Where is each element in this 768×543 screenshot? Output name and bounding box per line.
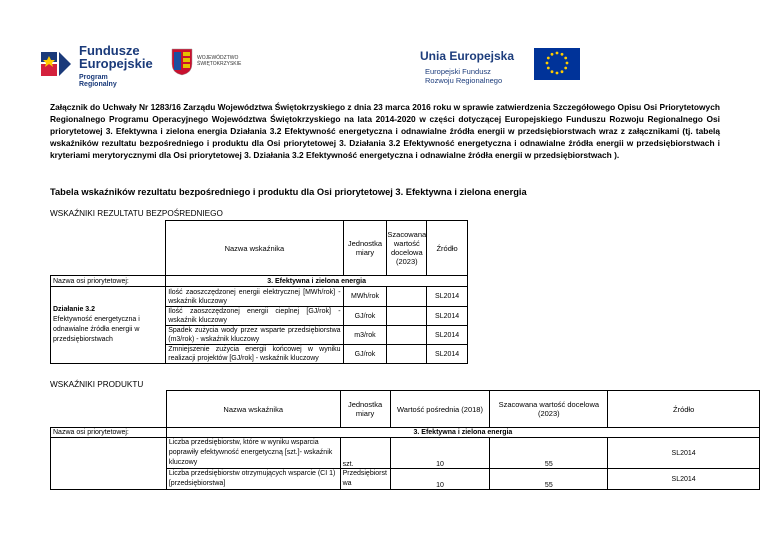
- result-row-name: Zmniejszenie zużycia energii końcowej w wyniku realizacji projektów [GJ/rok] - wskaźnik kluczowy: [166, 345, 343, 364]
- action-desc: Efektywność energetyczna i odnawialne źródła energii w przedsiębiorstwach: [53, 316, 140, 343]
- header-target: Szacowana wartość docelowa (2023): [387, 221, 427, 276]
- product-axis-label: Nazwa osi priorytetowej:: [51, 428, 167, 438]
- sw-text: WOJEWÓDZTWO ŚWIĘTOKRZYSKIE: [197, 55, 242, 67]
- swietokrzyskie-logo: [171, 48, 251, 78]
- ue-title: Unia Europejska: [420, 49, 515, 63]
- product-row-unit: szt.: [340, 438, 390, 469]
- result-row-name: Ilość zaoszczędzonej energii elektrycznej [MWh/rok] - wskaźnik kluczowy: [166, 287, 343, 307]
- result-row-source: SL2014: [427, 345, 468, 364]
- product-row-source: SL2014: [608, 438, 760, 469]
- result-row-name: Spadek zużycia wody przez wsparte przedsiębiorstwa (m3/rok) - wskaźnik kluczowy: [166, 326, 343, 345]
- product-header-source: Źródło: [608, 391, 760, 428]
- result-section-label: WSKAŹNIKI REZULTATU BEZPOŚREDNIEGO: [50, 209, 223, 218]
- result-row-unit: GJ/rok: [343, 345, 387, 364]
- product-header-unit: Jednostka miary: [340, 391, 390, 428]
- ue-subtitle: Europejski Fundusz Rozwoju Regionalnego: [425, 67, 503, 85]
- product-row-source: SL2014: [608, 469, 760, 490]
- product-row-mid: 10: [390, 469, 490, 490]
- fundusze-europejskie-logo: [37, 38, 153, 94]
- product-header-target: Szacowana wartość docelowa (2023): [490, 391, 608, 428]
- result-table: [50, 220, 468, 364]
- result-row-unit: m3/rok: [343, 326, 387, 345]
- action-title: Działanie 3.2: [53, 306, 96, 313]
- product-section-label: WSKAŹNIKI PRODUKTU: [50, 380, 144, 389]
- intro-paragraph: Załącznik do Uchwały Nr 1283/16 Zarządu Województwa Świętokrzyskiego z dnia 23 marca 2016 roku w sprawie zatwierdzenia Szczegółowego Opisu Osi Priorytetowych Regionalnego Programu Operacyjnego Województwa Świętokrzyskiego na lata 2014-2020 w części dotyczącej Europejskiego Funduszu Rozwoju Regionalnego Osi priorytetowej 3. Efektywna i zielona energia Działania 3.2 Efektywność energetyczna i odnawialne źródła energii w przedsiębiorstwach wraz z załącznikami (tj. tabelą wskaźników rezultatu bezpośredniego i produktu dla Osi priorytetowej 3. Działania 3.2 Efektywność energetyczna i odnawialne źródła energii w przedsiębiorstwach i kryteriami merytorycznymi dla Osi priorytetowej 3. Działania 3.2 Efektywność energetyczna i odnawialne źródła energii w przedsiębiorstwach ).: [50, 102, 720, 160]
- result-row-unit: MWh/rok: [343, 287, 387, 307]
- header-name: Nazwa wskaźnika: [166, 221, 343, 276]
- fe-star-icon: [37, 46, 73, 80]
- product-axis-value: 3. Efektywna i zielona energia: [166, 428, 759, 438]
- product-table: [50, 390, 760, 490]
- product-row-name: Liczba przedsiębiorstw, które w wyniku wsparcia poprawiły efektywność energetyczną [szt.]- wskaźnik kluczowy: [166, 438, 340, 469]
- result-row-source: SL2014: [427, 287, 468, 307]
- product-row-unit: Przedsiębiorstwa: [340, 469, 390, 490]
- action-cell: [51, 287, 166, 364]
- product-row-mid: 10: [390, 438, 490, 469]
- logo-bar: [0, 38, 768, 96]
- product-header-name: Nazwa wskaźnika: [166, 391, 340, 428]
- product-row-target: 55: [490, 469, 608, 490]
- crest-icon: [171, 48, 193, 76]
- result-row-source: SL2014: [427, 326, 468, 345]
- axis-label: Nazwa osi priorytetowej:: [51, 276, 166, 287]
- product-row-name: Liczba przedsiębiorstw otrzymujących wsparcie (CI 1) [przedsiębiorstwa]: [166, 469, 340, 490]
- header-source: Źródło: [427, 221, 468, 276]
- header-unit: Jednostka miary: [343, 221, 387, 276]
- fe-title: Fundusze Europejskie: [79, 43, 153, 71]
- axis-value: 3. Efektywna i zielona energia: [166, 276, 468, 287]
- result-row-unit: GJ/rok: [343, 307, 387, 326]
- table-title: Tabela wskaźników rezultatu bezpośredniego i produktu dla Osi priorytetowej 3. Efektywna i zielona energia: [50, 187, 527, 197]
- unia-europejska-logo: [420, 46, 740, 90]
- result-row-name: Ilość zaoszczędzonej energii cieplnej [GJ/rok] - wskaźnik kluczowy: [166, 307, 343, 326]
- fe-subtitle: Program Regionalny: [79, 74, 117, 88]
- product-row-target: 55: [490, 438, 608, 469]
- product-header-mid: Wartość pośrednia (2018): [390, 391, 490, 428]
- eu-flag-icon: [534, 48, 580, 80]
- result-row-source: SL2014: [427, 307, 468, 326]
